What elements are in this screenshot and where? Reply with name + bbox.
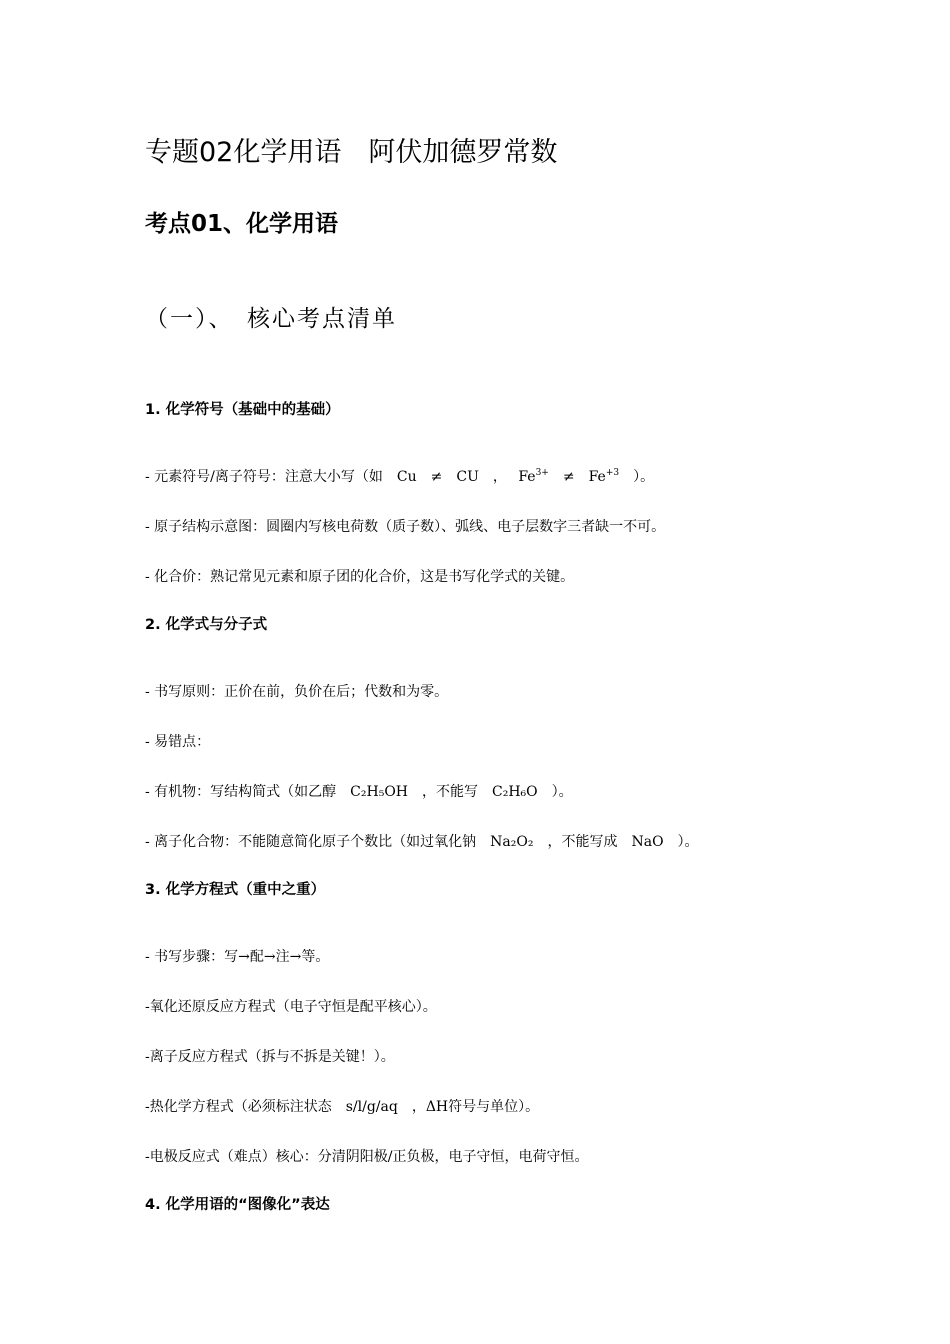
line-text: ≠ Fe [548,469,606,485]
heading-chemical-symbols: 1. 化学符号（基础中的基础） [145,402,340,418]
line-writing-principle: - 书写原则：正价在前，负价在后；代数和为零。 [145,684,449,700]
line-electrode: -电极反应式（难点）核心：分清阴阳极/正负极，电子守恒，电荷守恒。 [145,1149,589,1165]
line-ionic-compound: - 离子化合物：不能随意简化原子个数比（如过氧化钠 Na₂O₂ ，不能写成 NaO ）。 [145,834,699,850]
line-writing-steps: - 书写步骤：写→配→注→等。 [145,949,330,965]
heading-chemical-equation: 3. 化学方程式（重中之重） [145,882,326,898]
line-text: ）。 [619,469,655,485]
superscript-valence: +3 [605,468,620,478]
line-valence: - 化合价：熟记常见元素和原子团的化合价，这是书写化学式的关键。 [145,569,575,585]
line-atomic-structure: - 原子结构示意图：圆圈内写核电荷数（质子数）、弧线、电子层数字三者缺一不可。 [145,519,666,535]
heading-visual-expression: 4. 化学用语的“图像化”表达 [145,1197,330,1213]
line-thermochemical: -热化学方程式（必须标注状态 s/l/g/aq ，ΔH符号与单位）。 [145,1099,540,1115]
line-ionic-equation: -离子反应方程式（拆与不拆是关键！）。 [145,1049,395,1065]
line-text: - 元素符号/离子符号：注意大小写（如 Cu ≠ CU ， Fe [145,469,536,485]
superscript-charge: 3+ [535,468,549,478]
subsection-heading: （一）、 核心考点清单 [145,306,397,332]
heading-chemical-formula: 2. 化学式与分子式 [145,617,268,633]
line-organic: - 有机物：写结构简式（如乙醇 C₂H₅OH ，不能写 C₂H₆O ）。 [145,784,573,800]
document-title: 专题02化学用语 阿伏加德罗常数 [145,137,558,168]
line-redox: -氧化还原反应方程式（电子守恒是配平核心）。 [145,999,437,1015]
line-element-symbols [145,466,654,486]
line-common-errors: - 易错点： [145,734,211,750]
section-heading: 考点01、化学用语 [145,211,339,237]
